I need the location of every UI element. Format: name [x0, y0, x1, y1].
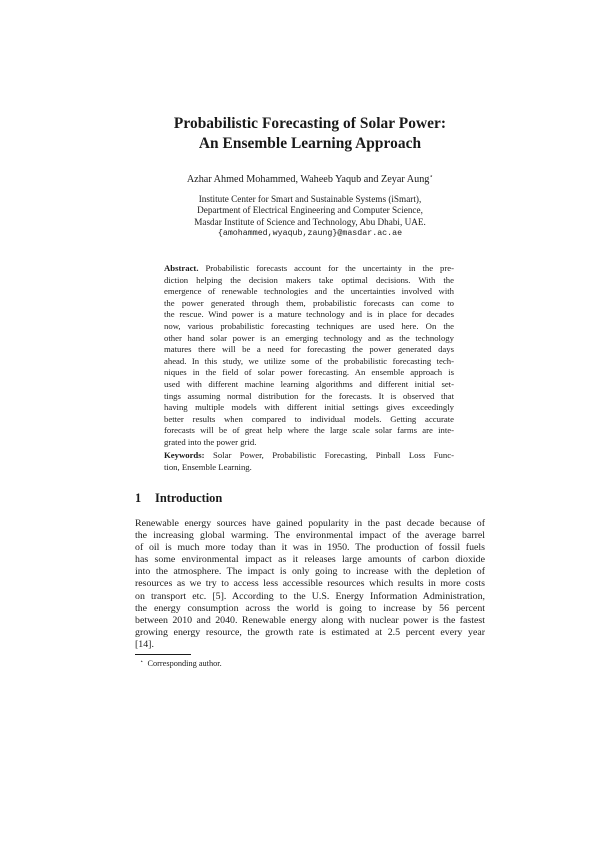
abstract-label: Abstract. [164, 263, 199, 273]
abstract-line: emergence of renewable technologies and the uncertainties involved with [164, 286, 454, 297]
keywords-label: Keywords: [164, 450, 205, 460]
body-line: of oil is much more today than it was in 1950. The production of fossil fuels [135, 542, 485, 554]
abstract-line: having multiple models with different initial settings gives exceedingly [164, 402, 454, 413]
keywords-line: Keywords: Solar Power, Probabilistic Forecasting, Pinball Loss Func- [164, 450, 454, 460]
abstract-line: niques in the field of solar power forecasting. An ensemble approach is [164, 367, 454, 378]
body-line: between 2010 and 2040. Renewable energy along with nuclear power is the fastest [135, 614, 485, 626]
affiliation-line-3: Masdar Institute of Science and Technology, Abu Dhabi, UAE. [194, 216, 426, 227]
abstract-line: ahead. In this study, we utilize some of the probabilistic forecasting tech- [164, 355, 454, 366]
footnote-mark: ⋆ [140, 659, 144, 665]
title-line-2: An Ensemble Learning Approach [198, 135, 422, 152]
section-title: Introduction [155, 491, 223, 505]
body-line: on transport etc. [5]. According to the U.S. Energy Information Administration, [135, 590, 485, 602]
body-line: has some environmental impact as it releases large amounts of carbon dioxide [135, 554, 485, 566]
title-line-1: Probabilistic Forecasting of Solar Power: [173, 115, 447, 132]
abstract-line: the power generated through them, probabilistic forecasts can come to [164, 297, 454, 308]
keywords-line: tion, Ensemble Learning. [164, 461, 252, 472]
abstract-line: diction helping the decision makers take optimal decisions. With the [164, 274, 454, 285]
affiliation-line-2: Department of Electrical Engineering and Computer Science, [197, 205, 423, 216]
authors-text: Azhar Ahmed Mohammed, Waheeb Yaqub and Zeyar Aung [186, 174, 430, 185]
body-line: into the atmosphere. The impact is only going to increase with the depletion of [135, 566, 485, 578]
section-number: 1 [135, 491, 142, 505]
abstract-line: grated into the power grid. [164, 436, 257, 447]
abstract-line: the rescue. Wind power is a mature technology and is in place for decades [164, 309, 454, 320]
abstract-line: forecasts will be of great help where the large scale solar farms are inte- [164, 425, 454, 436]
abstract-line: now, various probabilistic forecasting techniques are used here. On the [164, 320, 454, 331]
footnote [140, 657, 222, 669]
keywords [164, 450, 454, 473]
author-emails: {amohammed,wyaqub,zaung}@masdar.ac.ae [217, 229, 403, 239]
affiliation-block [100, 194, 520, 240]
affiliation-line-1: Institute Center for Smart and Sustainable Systems (iSmart), [198, 194, 422, 204]
footnote-rule [135, 654, 191, 655]
abstract-line: better results when compared to individual models. Getting accurate [164, 413, 454, 424]
footnote-text: Corresponding author. [147, 659, 222, 668]
body-line: [14]. [135, 638, 154, 650]
abstract [164, 263, 454, 449]
abstract-line: used with different machine learning algorithms and different initial set- [164, 378, 454, 389]
section-heading [135, 490, 222, 506]
abstract-line: Abstract. Probabilistic forecasts account for the uncertainty in the pre- [164, 263, 455, 273]
abstract-line: tings assuming normal distribution for the forecasts. It is observed that [164, 390, 454, 401]
body-line: growing energy resource, the growth rate is estimated at 2.5 percent every year [135, 626, 485, 638]
paper-title [100, 114, 520, 154]
abstract-line: matures there will be a need for forecasting the power generated days [164, 344, 454, 355]
author-list [100, 171, 520, 186]
body-line: the energy consumption across the world is going to increase by 56 percent [135, 602, 485, 614]
corresponding-author-mark: ⋆ [429, 174, 434, 180]
body-line: the increasing global warming. The environmental impact of the average barrel [135, 530, 485, 542]
body-line: Renewable energy sources have gained popularity in the past decade because of [135, 518, 485, 529]
abstract-line: other hand solar power is an emerging technology and as the technology [164, 332, 454, 343]
body-paragraph [135, 518, 485, 651]
body-line: resources as we try to access less accessible resources which results in more costs [135, 578, 485, 590]
